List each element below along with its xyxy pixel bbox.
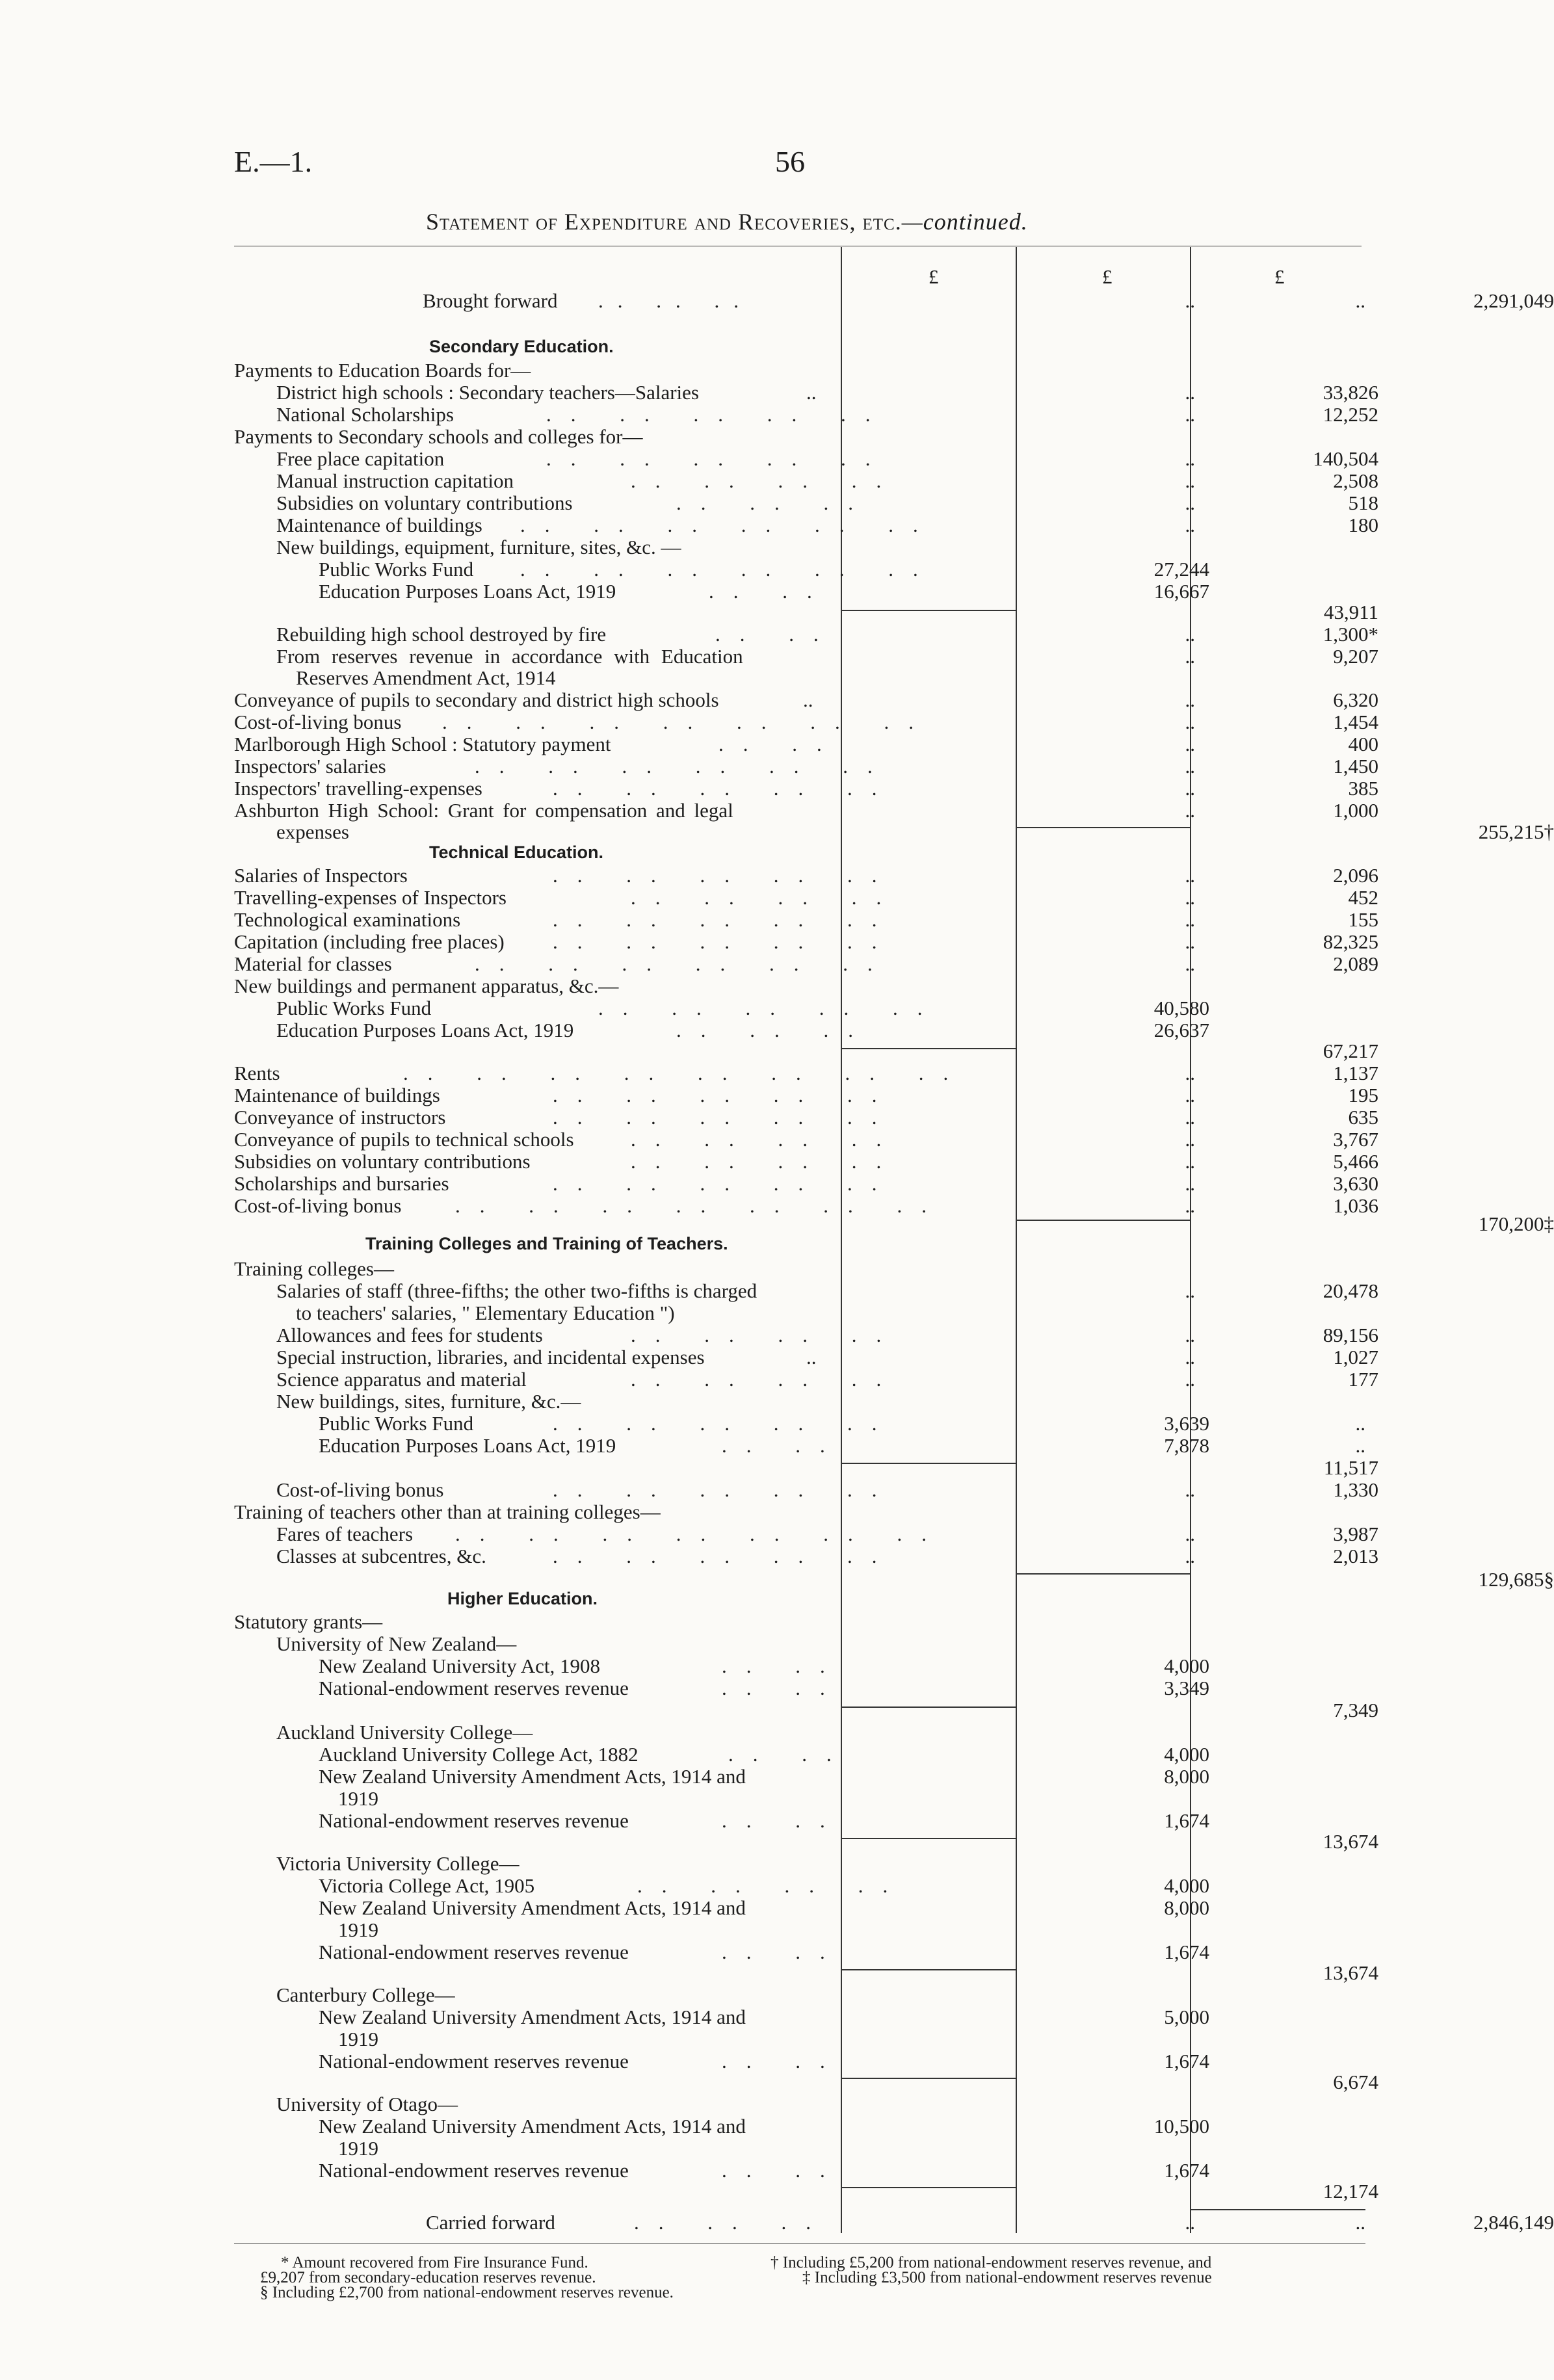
document-reference: E.—1. (234, 145, 313, 178)
table-row: National-endowment reserves revenue .. .. 3,349 (319, 1677, 1209, 1699)
subtotal-row: 67,217 (1323, 1040, 1378, 1062)
table-row: Fares of teachers .. .. .. .. .. .. .. .. 3,987 (276, 1523, 1378, 1545)
table-row: New Zealand University Amendment Acts, 1914 and 5,000 (319, 2006, 1209, 2028)
subtotal-row: 7,349 (1333, 1699, 1378, 1721)
subheading: University of Otago— (276, 2093, 458, 2115)
table-row-continued: 1919 (338, 1918, 378, 1941)
subtotal-row: 12,174 (1323, 2180, 1378, 2203)
table-row: Salaries of staff (three-fifths; the other two-fifths is charged .. 20,478 (276, 1279, 1378, 1302)
currency-header-1: £ (928, 265, 939, 288)
brought-forward-row: Brought forward .. .. .. .. .. 2,291,049 (423, 289, 1554, 312)
table-row: Ashburton High School: Grant for compensation and legal .. 1,000 (234, 799, 1378, 822)
table-row: Salaries of Inspectors .. .. .. .. .. .. 2,096 (234, 864, 1378, 887)
table-row: Special instruction, libraries, and incidental expenses .. .. 1,027 (276, 1346, 1378, 1368)
table-row: Education Purposes Loans Act, 1919 .. .. .. 26,637 (276, 1019, 1209, 1041)
table-row: Cost-of-living bonus .. .. .. .. .. .. .. .. 1,036 (234, 1194, 1378, 1217)
table-row: National-endowment reserves revenue .. .. 1,674 (319, 1941, 1209, 1963)
table-row: Capitation (including free places) .. .. .. .. .. .. 82,325 (234, 930, 1378, 953)
section-heading-training: Training Colleges and Training of Teachers. (365, 1234, 728, 1253)
page-title-main: Statement of Expenditure and Recoveries, etc. (426, 209, 902, 235)
table-row: Auckland University College Act, 1882 .. .. 4,000 (319, 1743, 1209, 1766)
table-row: Conveyance of pupils to technical schools .. .. .. .. .. 3,767 (234, 1128, 1378, 1151)
page-title (426, 208, 1028, 235)
table-row: Public Works Fund .. .. .. .. .. .. 27,244 (319, 558, 1209, 581)
subheading: University of New Zealand— (276, 1632, 517, 1655)
table-row: Subsidies on voluntary contributions .. .. .. .. .. 5,466 (234, 1150, 1378, 1173)
table-row: Free place capitation .. .. .. .. .. .. 140,504 (276, 447, 1378, 470)
table-row: Inspectors' salaries .. .. .. .. .. .. .. 1,450 (234, 755, 1378, 778)
table-row: New Zealand University Amendment Acts, 1914 and 8,000 (319, 1765, 1209, 1788)
footnote-dagger: † Including £5,200 from national-endowment reserves revenue, and (770, 2254, 1212, 2271)
table-row-continued: to teachers' salaries, " Elementary Education ") (296, 1301, 675, 1324)
subheading: Training of teachers other than at training colleges— (234, 1500, 661, 1523)
subtotal-row: 11,517 (1323, 1456, 1378, 1479)
table-row-continued: 1919 (338, 2137, 378, 2160)
table-row: Education Purposes Loans Act, 1919 .. .. 7,878 .. (319, 1434, 1365, 1457)
table-row: New Zealand University Amendment Acts, 1914 and 10,500 (319, 2115, 1209, 2138)
subheading: Training colleges— (234, 1257, 394, 1280)
table-row: Material for classes .. .. .. .. .. .. .. 2,089 (234, 952, 1378, 975)
subtotal-row: 13,674 (1323, 1830, 1378, 1853)
carried-forward-row: Carried forward .. .. .. .. .. 2,846,149 (426, 2211, 1554, 2234)
table-row: Maintenance of buildings .. .. .. .. .. .. 195 (234, 1084, 1378, 1106)
section-total-secondary: 255,215† (1478, 820, 1554, 843)
table-row: From reserves revenue in accordance with Education .. 9,207 (276, 645, 1378, 668)
section-total-training: 129,685§ (1478, 1568, 1554, 1591)
table-row: Rents .. .. .. .. .. .. .. .. .. 1,137 (234, 1062, 1378, 1084)
table-row: Rebuilding high school destroyed by fire .. .. .. 1,300* (276, 623, 1378, 646)
subheading: New buildings, equipment, furniture, sites, &c. — (276, 536, 681, 558)
subheading: Victoria University College— (276, 1852, 520, 1875)
table-row: Cost-of-living bonus .. .. .. .. .. .. 1,330 (276, 1478, 1378, 1501)
table-row: Classes at subcentres, &c. .. .. .. .. .. .. 2,013 (276, 1545, 1378, 1567)
table-row: National-endowment reserves revenue .. .. 1,674 (319, 1809, 1209, 1832)
table-row: Technological examinations .. .. .. .. .. .. 155 (234, 908, 1378, 931)
table-row: Education Purposes Loans Act, 1919 .. .. 16,667 (319, 580, 1209, 603)
footnote-double-dagger: ‡ Including £3,500 from national-endowment reserves revenue (802, 2269, 1212, 2286)
subheading: Statutory grants— (234, 1610, 383, 1633)
table-row-continued: expenses (276, 820, 349, 843)
table-row: Allowances and fees for students .. .. .. .. .. 89,156 (276, 1324, 1378, 1346)
section-heading-higher: Higher Education. (447, 1589, 598, 1608)
subtotal-row: 13,674 (1323, 1961, 1378, 1984)
table-row: National Scholarships .. .. .. .. .. .. 12,252 (276, 403, 1378, 426)
footnote-star: * Amount recovered from Fire Insurance Fund. (281, 2254, 588, 2271)
table-row: National-endowment reserves revenue .. .. 1,674 (319, 2159, 1209, 2182)
table-row: Public Works Fund .. .. .. .. .. 40,580 (276, 997, 1209, 1019)
table-row-continued: Reserves Amendment Act, 1914 (296, 666, 556, 689)
subheading: Payments to Secondary schools and colleges for— (234, 425, 643, 448)
footnote-section: § Including £2,700 from national-endowment reserves revenue. (260, 2284, 674, 2301)
table-row-continued: 1919 (338, 2028, 378, 2050)
table-row: Cost-of-living bonus .. .. .. .. .. .. .. .. 1,454 (234, 711, 1378, 733)
table-row: Marlborough High School : Statutory payment .. .. .. 400 (234, 733, 1378, 755)
table-row: Maintenance of buildings .. .. .. .. .. .. .. 180 (276, 514, 1378, 536)
section-total-technical: 170,200‡ (1478, 1212, 1554, 1235)
table-row: New Zealand University Amendment Acts, 1914 and 8,000 (319, 1896, 1209, 1919)
table-row: District high schools : Secondary teachers—Salaries .. .. 33,826 (276, 381, 1378, 404)
subheading: Auckland University College— (276, 1721, 533, 1744)
table-row: Victoria College Act, 1905 .. .. .. .. 4,000 (319, 1874, 1209, 1897)
page-title-suffix: —continued. (901, 209, 1028, 235)
subheading: New buildings and permanent apparatus, &c.— (234, 974, 619, 997)
page-number: 56 (775, 145, 805, 178)
subheading: New buildings, sites, furniture, &c.— (276, 1390, 581, 1413)
subtotal-row: 6,674 (1333, 2071, 1378, 2093)
table-row: New Zealand University Act, 1908 .. .. 4,000 (319, 1654, 1209, 1677)
grand-total-rule (1191, 2209, 1365, 2210)
subtotal-row: 43,911 (1323, 601, 1378, 623)
section-heading-secondary: Secondary Education. (429, 337, 614, 356)
subheading: Payments to Education Boards for— (234, 359, 531, 382)
subheading: Canterbury College— (276, 1983, 455, 2006)
section-heading-technical: Technical Education. (429, 843, 604, 862)
table-row: Manual instruction capitation .. .. .. .. .. 2,508 (276, 469, 1378, 492)
currency-header-3: £ (1274, 265, 1285, 288)
table-row-continued: 1919 (338, 1787, 378, 1810)
table-row: Science apparatus and material .. .. .. .. .. 177 (276, 1368, 1378, 1391)
table-row: Travelling-expenses of Inspectors .. .. .. .. .. 452 (234, 886, 1378, 909)
table-row: National-endowment reserves revenue .. .. 1,674 (319, 2050, 1209, 2073)
footnote-dagger-continued: £9,207 from secondary-education reserves revenue. (260, 2269, 596, 2286)
table-row: Public Works Fund .. .. .. .. .. 3,639 .. (319, 1412, 1365, 1435)
table-row: Subsidies on voluntary contributions .. .. .. .. 518 (276, 491, 1378, 514)
currency-header-2: £ (1102, 265, 1113, 288)
table-row: Scholarships and bursaries .. .. .. .. .. .. 3,630 (234, 1172, 1378, 1195)
table-row: Conveyance of instructors .. .. .. .. .. .. 635 (234, 1106, 1378, 1129)
table-row: Conveyance of pupils to secondary and district high schools .. .. 6,320 (234, 688, 1378, 711)
table-row: Inspectors' travelling-expenses .. .. .. .. .. .. 385 (234, 777, 1378, 800)
